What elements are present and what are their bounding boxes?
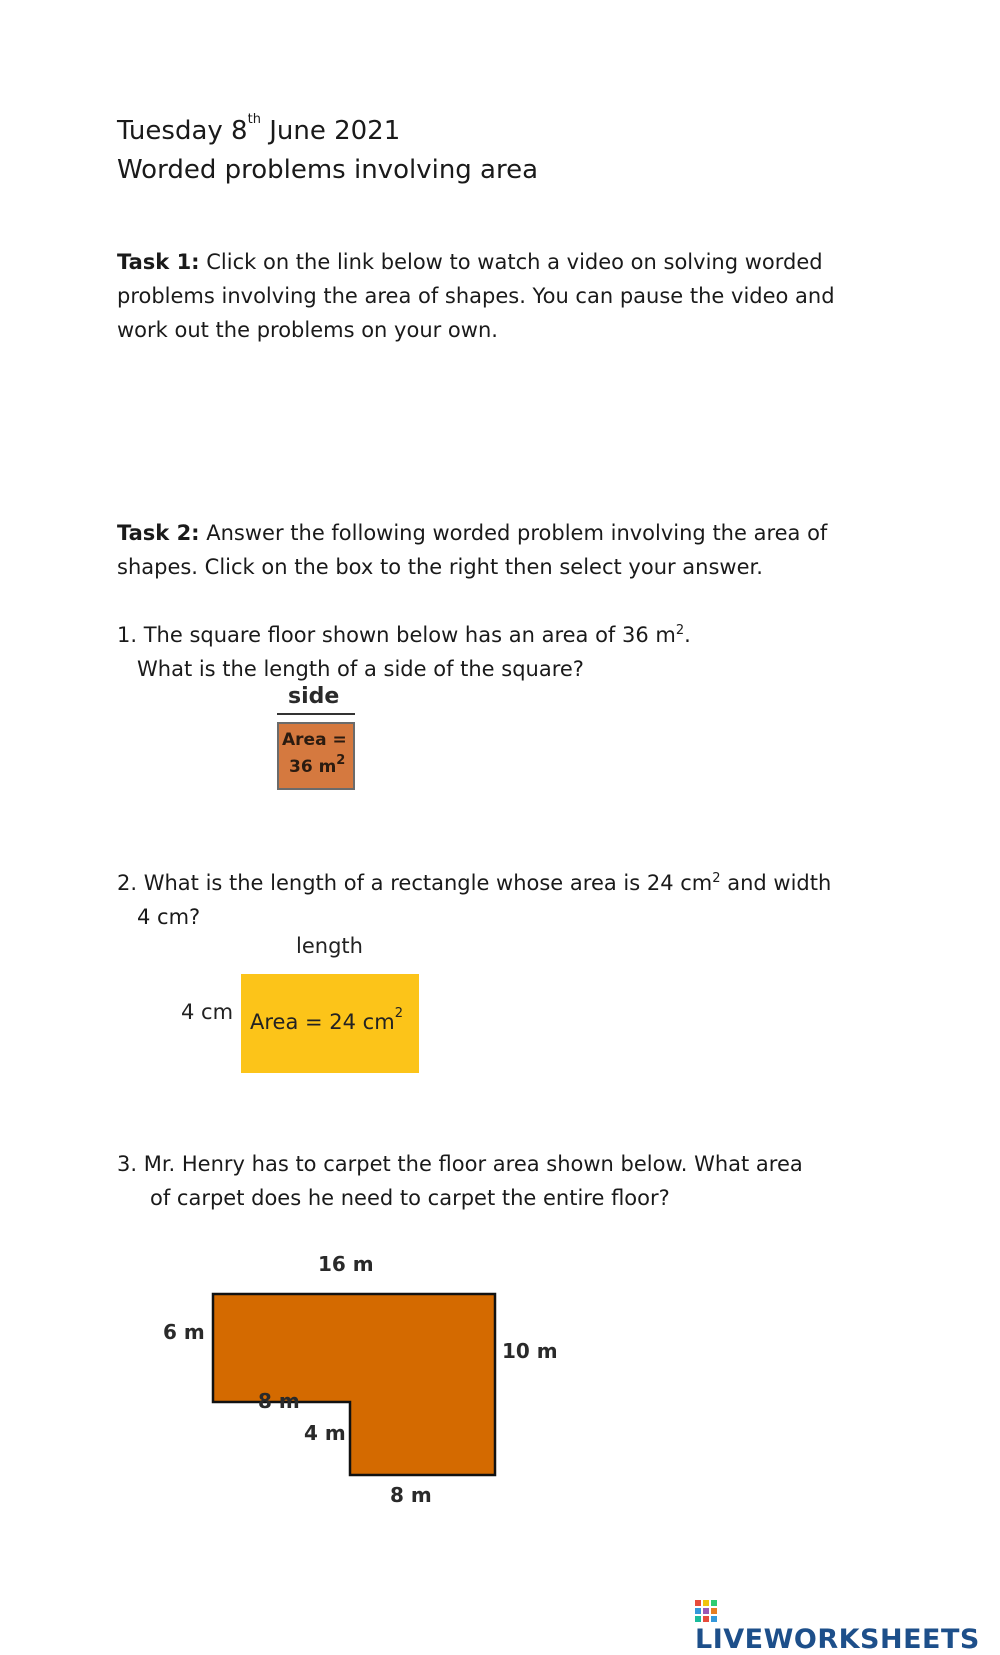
logo-text: LIVEWORKSHEETS	[695, 1624, 980, 1655]
task1-line-1	[117, 245, 835, 279]
l-shape-floor	[213, 1294, 495, 1475]
q2-sup: 2	[712, 871, 721, 886]
q2-line-2: 4 cm?	[137, 905, 201, 929]
dim-left-label: 6 m	[163, 1320, 205, 1344]
q2-suffix: and width	[720, 871, 832, 895]
dim-top-label: 16 m	[318, 1252, 374, 1276]
square-area-label: Area =	[282, 730, 347, 750]
q1-line-2: What is the length of a side of the square?	[137, 657, 584, 681]
q2-text: 2. What is the length of a rectangle whose area is 24 cm	[117, 871, 713, 895]
l-shape-figure	[150, 1248, 570, 1528]
dim-bottom-label: 8 m	[390, 1483, 432, 1507]
square-side-line	[277, 713, 355, 715]
dim-right-label: 10 m	[502, 1339, 558, 1363]
date-sup: th	[247, 112, 261, 127]
q3-line-2: of carpet does he need to carpet the entire floor?	[150, 1186, 670, 1210]
rect-area-label	[250, 1006, 403, 1034]
task1-text: Click on the link below to watch a video on solving worded	[199, 250, 823, 274]
rect-area-sup: 2	[394, 1006, 403, 1021]
q2-line-1	[117, 866, 831, 900]
dim-inner-vertical-label: 4 m	[304, 1421, 346, 1445]
logo-grid-icon	[695, 1598, 717, 1624]
task2-line-2: shapes. Click on the box to the right then select your answer.	[117, 555, 763, 579]
q3-line-1: 3. Mr. Henry has to carpet the floor area shown below. What area	[117, 1152, 803, 1176]
task1-label: Task 1:	[117, 250, 200, 274]
rectangle-figure	[241, 974, 419, 1073]
rect-width-label: 4 cm	[181, 1000, 234, 1024]
square-area-value	[289, 753, 346, 777]
q1-line-1	[117, 618, 691, 652]
question-3	[117, 1147, 803, 1215]
question-1	[117, 618, 691, 686]
page-title: Worded problems involving area	[117, 155, 539, 185]
square-value-sup: 2	[336, 753, 346, 768]
q1-text: 1. The square floor shown below has an area of 36 m	[117, 623, 676, 647]
task2-line-1	[117, 516, 827, 550]
task2-paragraph	[117, 516, 827, 584]
question-2	[117, 866, 831, 934]
task1-paragraph	[117, 245, 835, 347]
square-figure	[277, 722, 355, 790]
liveworksheets-logo	[695, 1598, 1000, 1655]
date-suffix: June 2021	[260, 116, 401, 146]
rect-length-label: length	[296, 934, 363, 958]
task1-line-2: problems involving the area of shapes. You can pause the video and	[117, 284, 835, 308]
dim-inner-horizontal-label: 8 m	[258, 1389, 300, 1413]
task2-label: Task 2:	[117, 521, 200, 545]
rect-area-text: Area = 24 cm	[250, 1010, 395, 1034]
q1-suffix: .	[684, 623, 691, 647]
date-heading	[117, 112, 401, 146]
task1-line-3: work out the problems on your own.	[117, 318, 498, 342]
square-side-label: side	[288, 684, 340, 709]
square-value-text: 36 m	[289, 757, 337, 777]
q1-sup: 2	[675, 623, 685, 638]
task2-text: Answer the following worded problem involving the area of	[199, 521, 828, 545]
date-text: Tuesday 8	[117, 116, 248, 146]
